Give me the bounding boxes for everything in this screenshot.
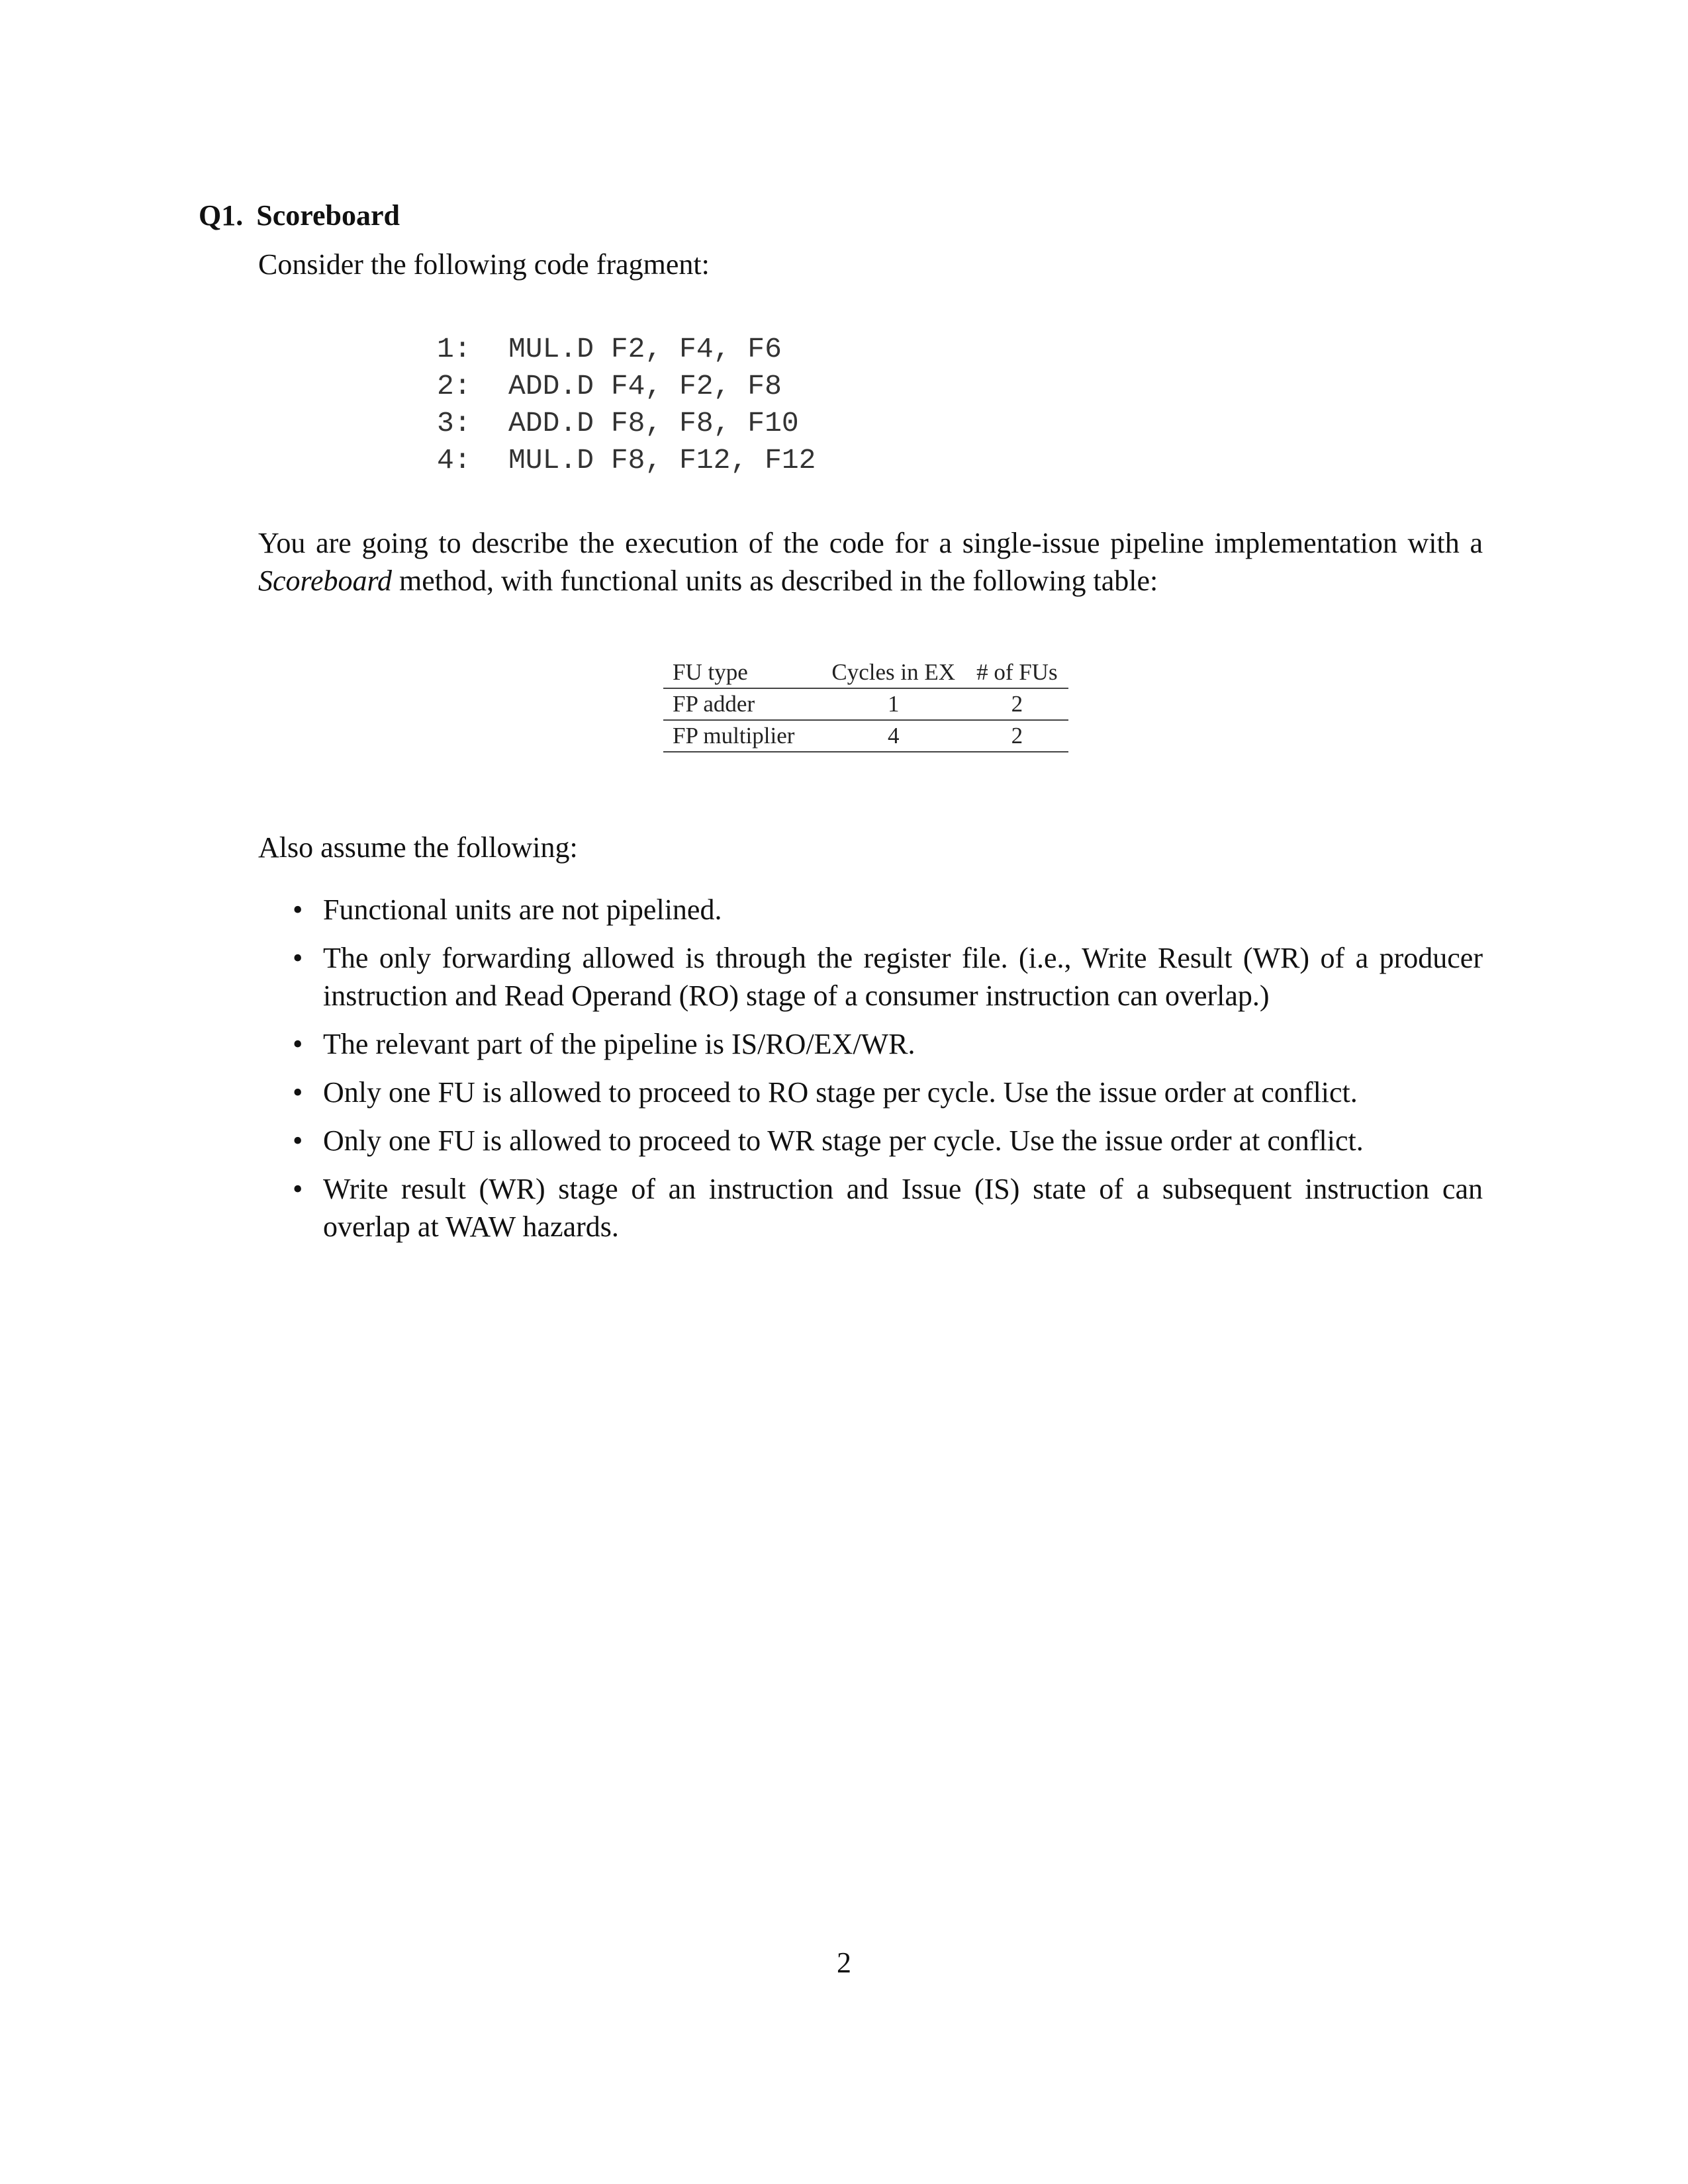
bullet-icon: • — [293, 942, 303, 974]
code-line-number: 3: — [437, 407, 471, 439]
list-item-text: Only one FU is allowed to proceed to RO stage per cycle. Use the issue order at conflict. — [323, 1076, 1358, 1109]
description-text: You are going to describe the execution of the code for a single-issue pipeline implementation with a — [258, 527, 1483, 559]
bullet-icon: • — [293, 893, 303, 926]
functional-unit-table — [663, 657, 1068, 752]
code-line — [437, 442, 816, 479]
assumptions-intro: Also assume the following: — [258, 831, 578, 864]
list-item-text: Write result (WR) stage of an instruction and Issue (IS) state of a subsequent instruction can overlap at WAW hazards. — [323, 1173, 1483, 1243]
bullet-icon: • — [293, 1028, 303, 1060]
description-paragraph — [258, 524, 1483, 600]
table-cell: 1 — [821, 688, 966, 720]
assumptions-list — [258, 891, 1483, 1256]
code-intro-text: Consider the following code fragment: — [258, 248, 710, 281]
question-title: Scoreboard — [256, 199, 400, 232]
list-item — [258, 1025, 1483, 1063]
list-item-text: Functional units are not pipelined. — [323, 893, 722, 926]
code-line — [437, 368, 816, 405]
question-heading — [199, 199, 400, 232]
table-header-row — [663, 657, 1068, 688]
code-fragment — [437, 331, 816, 479]
table-cell: 2 — [966, 688, 1068, 720]
list-item — [258, 891, 1483, 929]
description-text-end: method, with functional units as described in the following table: — [392, 565, 1158, 597]
list-item — [258, 1073, 1483, 1111]
table-row — [663, 688, 1068, 720]
question-number: Q1. — [199, 199, 244, 232]
table-header-cell: Cycles in EX — [821, 657, 966, 688]
code-line-number: 4: — [437, 444, 471, 477]
list-item-text: Only one FU is allowed to proceed to WR stage per cycle. Use the issue order at conflict. — [323, 1124, 1364, 1157]
table-cell: FP adder — [663, 688, 821, 720]
page-number: 2 — [837, 1946, 851, 1979]
code-line — [437, 331, 816, 368]
description-emphasis: Scoreboard — [258, 565, 393, 597]
list-item — [258, 939, 1483, 1015]
code-instruction: ADD.D F8, F8, F10 — [508, 407, 799, 439]
list-item — [258, 1170, 1483, 1246]
list-item-text: The relevant part of the pipeline is IS/RO/EX/WR. — [323, 1028, 915, 1060]
table-header-cell: # of FUs — [966, 657, 1068, 688]
bullet-icon: • — [293, 1076, 303, 1109]
bullet-icon: • — [293, 1124, 303, 1157]
table-row — [663, 720, 1068, 752]
list-item-text: The only forwarding allowed is through the register file. (i.e., Write Result (WR) of a producer instruction and Read Operand (RO) stage of a consumer instruction can overlap.) — [323, 942, 1483, 1012]
code-instruction: ADD.D F4, F2, F8 — [508, 370, 782, 402]
table-cell: 4 — [821, 720, 966, 752]
code-instruction: MUL.D F8, F12, F12 — [508, 444, 816, 477]
code-line-number: 1: — [437, 333, 471, 365]
table-cell: 2 — [966, 720, 1068, 752]
code-instruction: MUL.D F2, F4, F6 — [508, 333, 782, 365]
table-cell: FP multiplier — [663, 720, 821, 752]
code-line — [437, 405, 816, 442]
list-item — [258, 1122, 1483, 1160]
bullet-icon: • — [293, 1173, 303, 1205]
table-header-cell: FU type — [663, 657, 821, 688]
code-line-number: 2: — [437, 370, 471, 402]
